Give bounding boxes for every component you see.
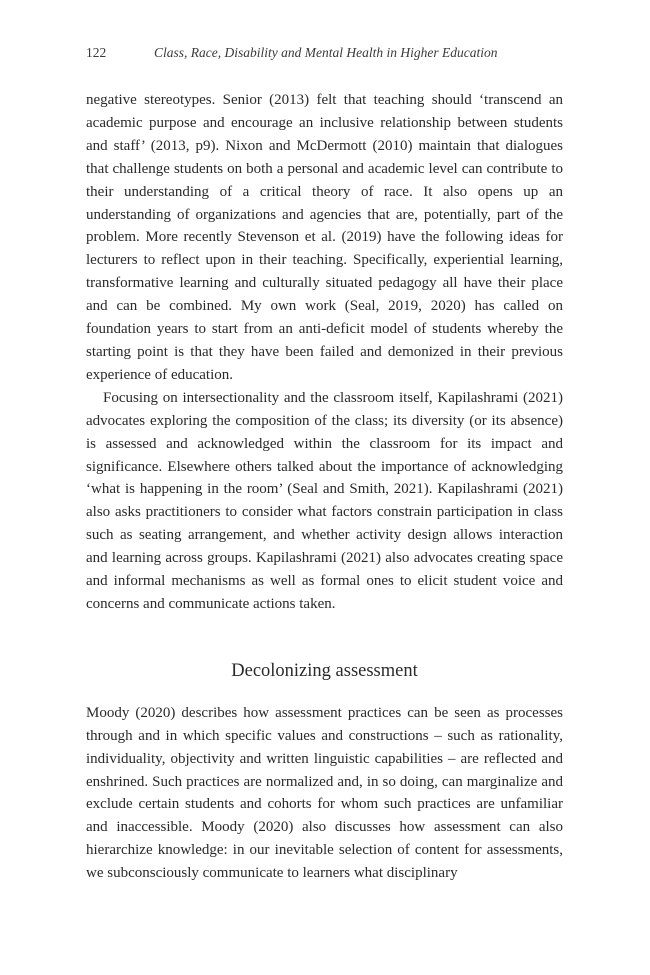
- body-paragraph: negative stereotypes. Senior (2013) felt that teaching should ‘transcend an academic purpose and encourage an inclusive relationship between students and staff’ (2013, p9). Nixon and McDermott (2010) maintain that dialogues that challenge students on both a personal and academic level can contribute to their understanding of a critical theory of race. It also opens up an understanding of organizations and agencies that are, potentially, part of the problem. More recently Stevenson et al. (2019) have the following ideas for lecturers to reflect upon in their teaching. Specifically, experiential learning, transformative learning and culturally situated pedagogy all have their place and can be combined. My own work (Seal, 2019, 2020) has called on foundation years to start from an anti-deficit model of students whereby the starting point is that they have been failed and demonized in their previous experience of education.: [86, 92, 563, 383]
- body-paragraph: Focusing on intersectionality and the classroom itself, Kapilashrami (2021) advocates exploring the composition of the class; its diversity (or its absence) is assessed and acknowledged within the classroom for its impact and significance. Elsewhere others talked about the importance of acknowledging ‘what is happening in the room’ (Seal and Smith, 2021). Kapilashrami (2021) also asks practitioners to consider what factors constrain participation in class such as seating arrangement, and whether activity design allows interaction and learning across groups. Kapilashrami (2021) also advocates creating space and informal mechanisms as well as formal ones to elicit student voice and concerns and communicate actions taken.: [86, 389, 563, 612]
- running-head: [86, 45, 562, 65]
- body-text: [86, 89, 563, 885]
- running-title: Class, Race, Disability and Mental Health in Higher Education: [154, 45, 498, 60]
- page-number: 122: [86, 45, 107, 60]
- body-paragraph: Moody (2020) describes how assessment practices can be seen as processes through and in which specific values and constructions – such as rationality, individuality, objectivity and written linguistic capabilities – are reflected and enshrined. Such practices are normalized and, in so doing, can marginalize and exclude certain students and cohorts for whom such practices are unfamiliar and inaccessible. Moody (2020) also discusses how assessment can also hierarchize knowledge: in our inevitable selection of content for assessments, we subconsciously communicate to learners what disciplinary: [86, 704, 563, 882]
- section-heading: Decolonizing assessment: [231, 660, 418, 681]
